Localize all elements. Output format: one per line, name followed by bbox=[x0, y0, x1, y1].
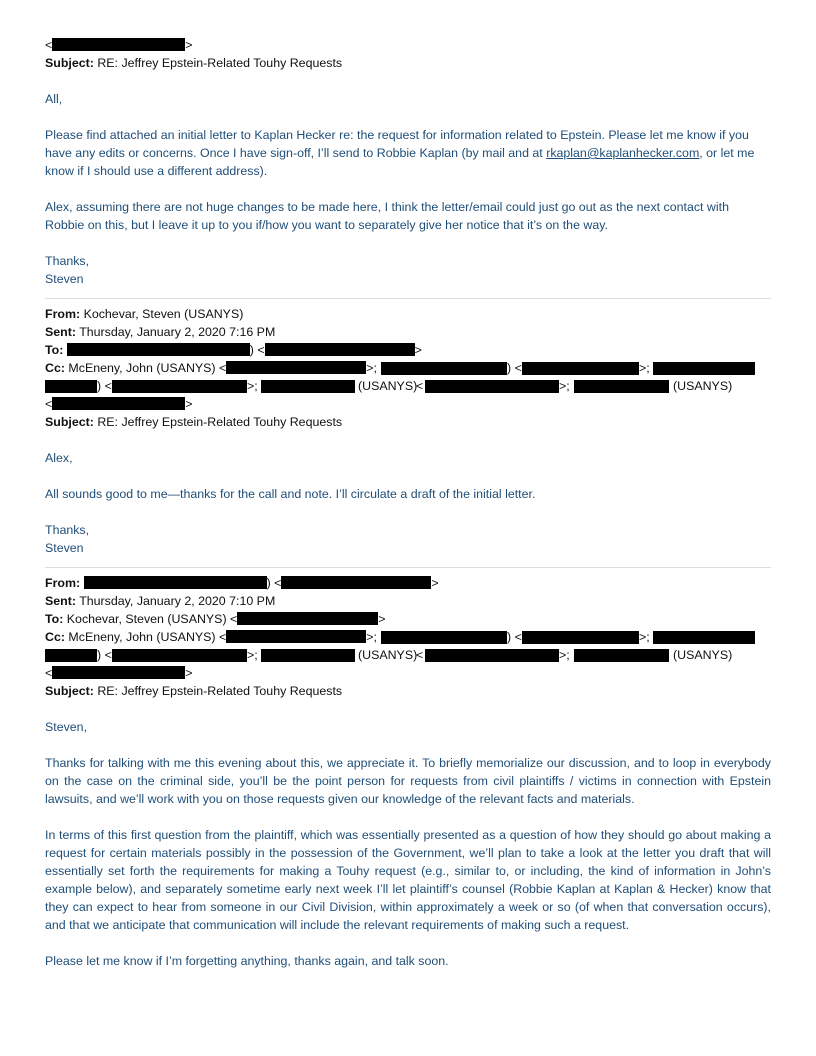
message-divider bbox=[45, 567, 771, 568]
greeting: All, bbox=[45, 92, 63, 106]
sent-line: Sent: Thursday, January 2, 2020 7:10 PM bbox=[45, 594, 276, 608]
redaction-bar bbox=[574, 649, 669, 662]
cc-line-continued: ) < >; (USANYS) < >; (USANYS) bbox=[45, 646, 771, 664]
redaction-bar bbox=[522, 631, 639, 644]
redaction-bar bbox=[84, 576, 267, 589]
greeting: Alex, bbox=[45, 451, 73, 465]
redaction-bar bbox=[226, 630, 366, 643]
to-line: To: Kochevar, Steven (USANYS) < > bbox=[45, 612, 386, 626]
message-paragraph: Please let me know if I’m forgetting anything, thanks again, and talk soon. bbox=[45, 954, 449, 968]
redaction-bar bbox=[52, 397, 185, 410]
closing: Thanks, bbox=[45, 523, 90, 537]
redaction-bar bbox=[653, 362, 755, 375]
redaction-bar bbox=[261, 380, 355, 393]
signature: Steven bbox=[45, 272, 84, 286]
redacted-address-line: < > bbox=[45, 38, 193, 52]
redaction-bar bbox=[281, 576, 431, 589]
signature: Steven bbox=[45, 541, 84, 555]
redaction-bar bbox=[522, 362, 639, 375]
subject-line: Subject: RE: Jeffrey Epstein-Related Touhy Requests bbox=[45, 415, 343, 429]
from-line: From: ) < > bbox=[45, 576, 439, 590]
redaction-bar bbox=[45, 380, 97, 393]
sent-line: Sent: Thursday, January 2, 2020 7:16 PM bbox=[45, 325, 276, 339]
redaction-bar bbox=[425, 649, 559, 662]
from-line: From: Kochevar, Steven (USANYS) bbox=[45, 307, 244, 321]
cc-line-continued: < > bbox=[45, 666, 193, 680]
email-thread bbox=[45, 36, 771, 970]
cc-line-continued: < > bbox=[45, 397, 193, 411]
redaction-bar bbox=[237, 612, 378, 625]
message-paragraph: All sounds good to me—thanks for the call and note. I’ll circulate a draft of the initial letter. bbox=[45, 487, 536, 501]
message-paragraph: Thanks for talking with me this evening about this, we appreciate it. To briefly memorialize our discussion, and to loop in everybody on the case on the criminal side, you’ll be the point person for requests from civil plaintiffs / victims in connection with Epstein lawsuits, and we’ll work with you on those requests given our knowledge of the relevant facts and materials. bbox=[45, 756, 771, 806]
message-paragraph: Please find attached an initial letter to Kaplan Hecker re: the request for information related to Epstein. Please let me know if you have any edits or concerns. Once I have sign-off, I’ll send to Robbie Kaplan (by mail and at rkaplan@kaplanhecker.com, or let me know if I should use a different address). bbox=[45, 128, 755, 178]
closing: Thanks, bbox=[45, 254, 90, 268]
redaction-bar bbox=[574, 380, 669, 393]
greeting: Steven, bbox=[45, 720, 88, 734]
email-link[interactable]: rkaplan@kaplanhecker.com bbox=[546, 146, 700, 160]
cc-line: Cc: McEneny, John (USANYS) < >; ) < >; bbox=[45, 628, 771, 646]
redaction-bar bbox=[653, 631, 755, 644]
redaction-bar bbox=[226, 361, 366, 374]
message-paragraph: Alex, assuming there are not huge changes to be made here, I think the letter/email could just go out as the next contact with Robbie on this, but I leave it up to you if/how you want to separately give her notice that it’s on the way. bbox=[45, 200, 729, 232]
redaction-bar bbox=[261, 649, 355, 662]
message-paragraph: In terms of this first question from the plaintiff, which was essentially presented as a question of how they should go about making a request for certain materials possibly in the possession of the Government, we’ll plan to take a look at the letter you draft that will essentially set forth the requirements for making a Touhy request (e.g., similar to, or including, the kind of information in John’s example below), and separately sometime early next week I’ll let plaintiff’s counsel (Robbie Kaplan at Kaplan & Hecker) know that they can expect to hear from someone in our Civil Division, within approximately a week or so (of when that conversation occurs), and that we anticipate that communication will include the relevant requirements of making such a request. bbox=[45, 828, 771, 932]
redaction-bar bbox=[265, 343, 415, 356]
redaction-bar bbox=[67, 343, 250, 356]
cc-line: Cc: McEneny, John (USANYS) < >; ) < >; bbox=[45, 359, 771, 377]
redaction-bar bbox=[381, 362, 507, 375]
redaction-bar bbox=[112, 380, 247, 393]
subject-line: Subject: RE: Jeffrey Epstein-Related Touhy Requests bbox=[45, 56, 343, 70]
redaction-bar bbox=[381, 631, 507, 644]
redaction-bar bbox=[425, 380, 559, 393]
to-line: To: ) < > bbox=[45, 343, 422, 357]
redaction-bar bbox=[52, 38, 185, 51]
cc-line-continued: ) < >; (USANYS) < >; (USANYS) bbox=[45, 377, 771, 395]
redaction-bar bbox=[52, 666, 185, 679]
redaction-bar bbox=[45, 649, 97, 662]
message-divider bbox=[45, 298, 771, 299]
subject-line: Subject: RE: Jeffrey Epstein-Related Touhy Requests bbox=[45, 684, 343, 698]
redaction-bar bbox=[112, 649, 247, 662]
